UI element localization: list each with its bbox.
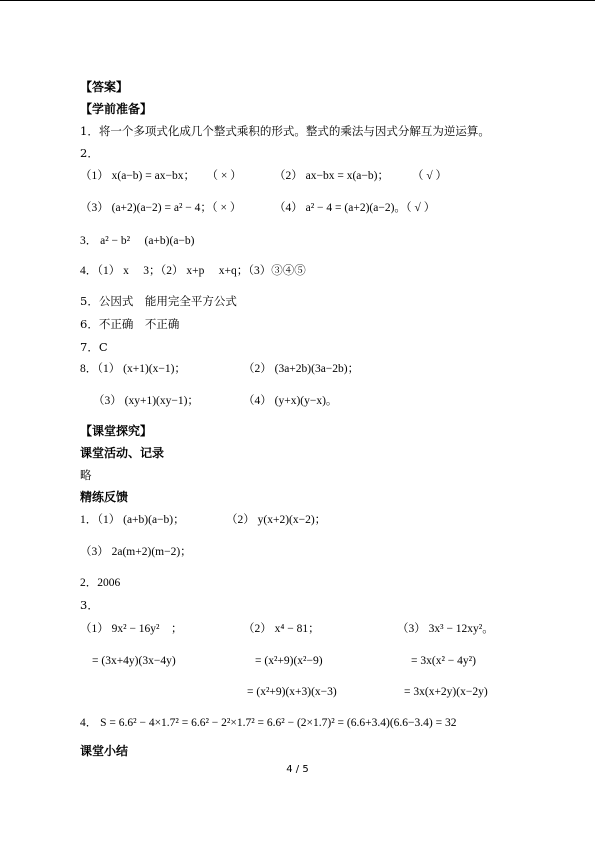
answer-4: 4．（1） x 3；（2） x+p x+q；（3）③④⑤ bbox=[80, 265, 306, 277]
practice-3-col3-line3: = 3x(x+2y)(x−2y) bbox=[404, 686, 488, 698]
practice-3-col3-line1: （3） 3x³ − 12xy²。 bbox=[397, 623, 494, 635]
activity-body: 略 bbox=[80, 468, 92, 482]
answer-8-item-3: （3） (xy+1)(xy−1)； bbox=[93, 395, 199, 407]
answer-8-item-1: 8．（1） (x+1)(x−1)； bbox=[80, 363, 186, 375]
practice-3-col3-line2: = 3x(x² − 4y²) bbox=[411, 655, 476, 667]
practice-1-item-1: 1．（1） (a+b)(a−b)； bbox=[80, 514, 185, 526]
practice-3-col1-line2: = (3x+4y)(3x−4y) bbox=[92, 655, 176, 667]
practice-1-item-2: （2） y(x+2)(x−2)； bbox=[226, 514, 327, 526]
practice-3-col2-line1: （2） x⁴ − 81； bbox=[243, 623, 320, 635]
practice-3-label: 3． bbox=[80, 598, 99, 612]
answer-2-label: 2． bbox=[80, 146, 99, 160]
answer-2-item-2: （2） ax−bx = x(a−b)； （ √ ） bbox=[274, 170, 448, 182]
summary-heading: 课堂小结 bbox=[80, 744, 129, 758]
practice-3-col2-line2: = (x²+9)(x²−9) bbox=[255, 655, 323, 667]
answer-1: 1．将一个多项式化成几个整式乘积的形式。整式的乘法与因式分解互为逆运算。 bbox=[80, 124, 490, 138]
answer-8-item-4: （4） (y+x)(y−x)。 bbox=[243, 395, 338, 407]
class-heading: 【课堂探究】 bbox=[80, 424, 153, 438]
answer-5: 5．公因式 能用完全平方公式 bbox=[80, 294, 237, 308]
answer-8-item-2: （2） (3a+2b)(3a−2b)； bbox=[243, 363, 360, 375]
practice-heading: 精练反馈 bbox=[80, 490, 129, 504]
activity-heading: 课堂活动、记录 bbox=[80, 446, 165, 460]
page-top-border bbox=[0, 0, 595, 1]
answer-6: 6．不正确 不正确 bbox=[80, 317, 180, 331]
practice-2: 2．2006 bbox=[80, 577, 121, 589]
practice-1-item-3: （3） 2a(m+2)(m−2)； bbox=[80, 546, 192, 558]
answer-heading: 【答案】 bbox=[80, 80, 129, 94]
practice-3-col1-line1: （1） 9x² − 16y² ； bbox=[80, 623, 183, 635]
answer-2-item-4: （4） a² − 4 = (a+2)(a−2)。（ √ ） bbox=[274, 202, 436, 214]
practice-3-col2-line3: = (x²+9)(x+3)(x−3) bbox=[247, 686, 337, 698]
answer-2-item-3: （3） (a+2)(a−2) = a² − 4；（ × ） bbox=[80, 202, 242, 214]
answer-2-item-1: （1） x(a−b) = ax−bx； （ × ） bbox=[80, 170, 242, 182]
practice-4: 4． S = 6.6² − 4×1.7² = 6.6² − 2²×1.7² = 6.6² − (2×1.7)² = (6.6+3.4)(6.6−3.4) = 32 bbox=[80, 717, 457, 729]
answer-3: 3． a² − b² (a+b)(a−b) bbox=[80, 235, 195, 247]
prep-heading: 【学前准备】 bbox=[80, 102, 153, 116]
page-number: 4 / 5 bbox=[286, 764, 309, 775]
answer-7: 7．C bbox=[80, 340, 108, 354]
